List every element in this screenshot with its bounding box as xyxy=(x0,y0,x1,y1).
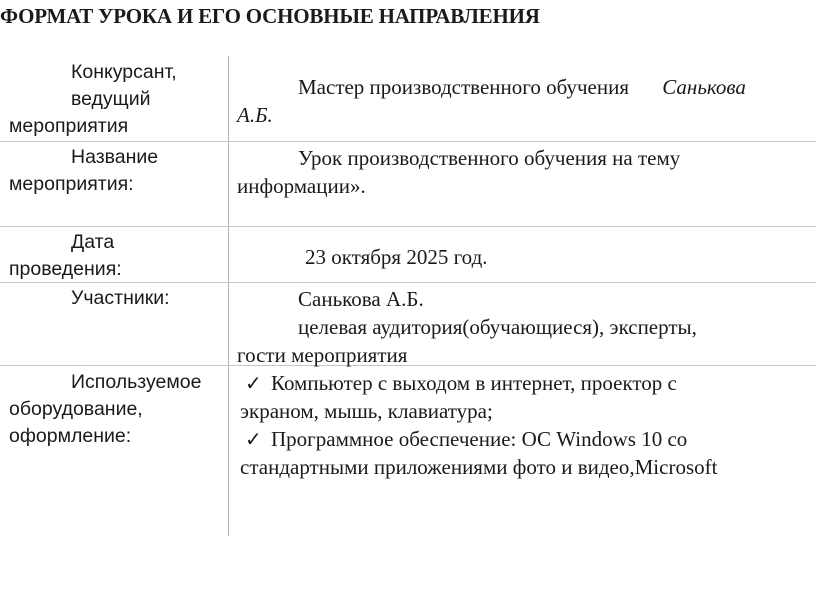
row-value-participants xyxy=(237,285,816,369)
row-label-title xyxy=(9,144,227,198)
label-line: Участники: xyxy=(71,287,170,309)
label-line: Название xyxy=(71,146,159,168)
table-column-divider xyxy=(228,56,229,536)
table-row-divider xyxy=(0,226,816,227)
label-line: мероприятия: xyxy=(9,173,134,195)
row-value-equipment xyxy=(237,369,816,481)
row-value-date xyxy=(237,243,816,271)
value-line: Санькова А.Б. xyxy=(298,287,424,311)
value-text: Мастер производственного обучения xyxy=(298,75,630,99)
check-mark-icon: ✓ xyxy=(245,427,262,451)
check-mark-icon: ✓ xyxy=(245,371,262,395)
value-line: Урок производственного обучения на тему xyxy=(298,146,681,170)
name-surname: Санькова xyxy=(662,75,746,99)
value-line: информации». xyxy=(237,174,366,198)
value-line: 23 октября 2025 год. xyxy=(305,245,488,269)
value-line: целевая аудитория(обучающиеся), эксперты, xyxy=(298,315,697,339)
bullet-line: стандартными приложениями фото и видео,Microsoft xyxy=(240,455,718,479)
value-line: гости мероприятия xyxy=(237,343,408,367)
name-initials: А.Б. xyxy=(237,103,273,127)
table-row-divider xyxy=(0,141,816,142)
label-line: проведения: xyxy=(9,258,122,280)
row-label-participant xyxy=(9,59,227,140)
bullet-line: экраном, мышь, клавиатура; xyxy=(240,399,493,423)
label-line: мероприятия xyxy=(9,115,129,137)
label-line: оборудование, xyxy=(9,398,143,420)
bullet-line: Программное обеспечение: ОС Windows 10 со xyxy=(271,427,688,451)
label-line: ведущий xyxy=(71,88,151,110)
row-value-title xyxy=(237,144,816,200)
label-line: Дата xyxy=(71,231,115,253)
row-label-participants xyxy=(9,285,227,312)
bullet-line: Компьютер с выходом в интернет, проектор с xyxy=(271,371,677,395)
label-line: оформление: xyxy=(9,425,132,447)
label-line: Используемое xyxy=(71,371,202,393)
label-line: Конкурсант, xyxy=(71,61,177,83)
row-value-participant xyxy=(237,73,816,129)
row-label-date xyxy=(9,229,227,283)
row-label-equipment xyxy=(9,369,227,450)
page-title: ФОРМАТ УРОКА И ЕГО ОСНОВНЫЕ НАПРАВЛЕНИЯ xyxy=(0,4,540,28)
